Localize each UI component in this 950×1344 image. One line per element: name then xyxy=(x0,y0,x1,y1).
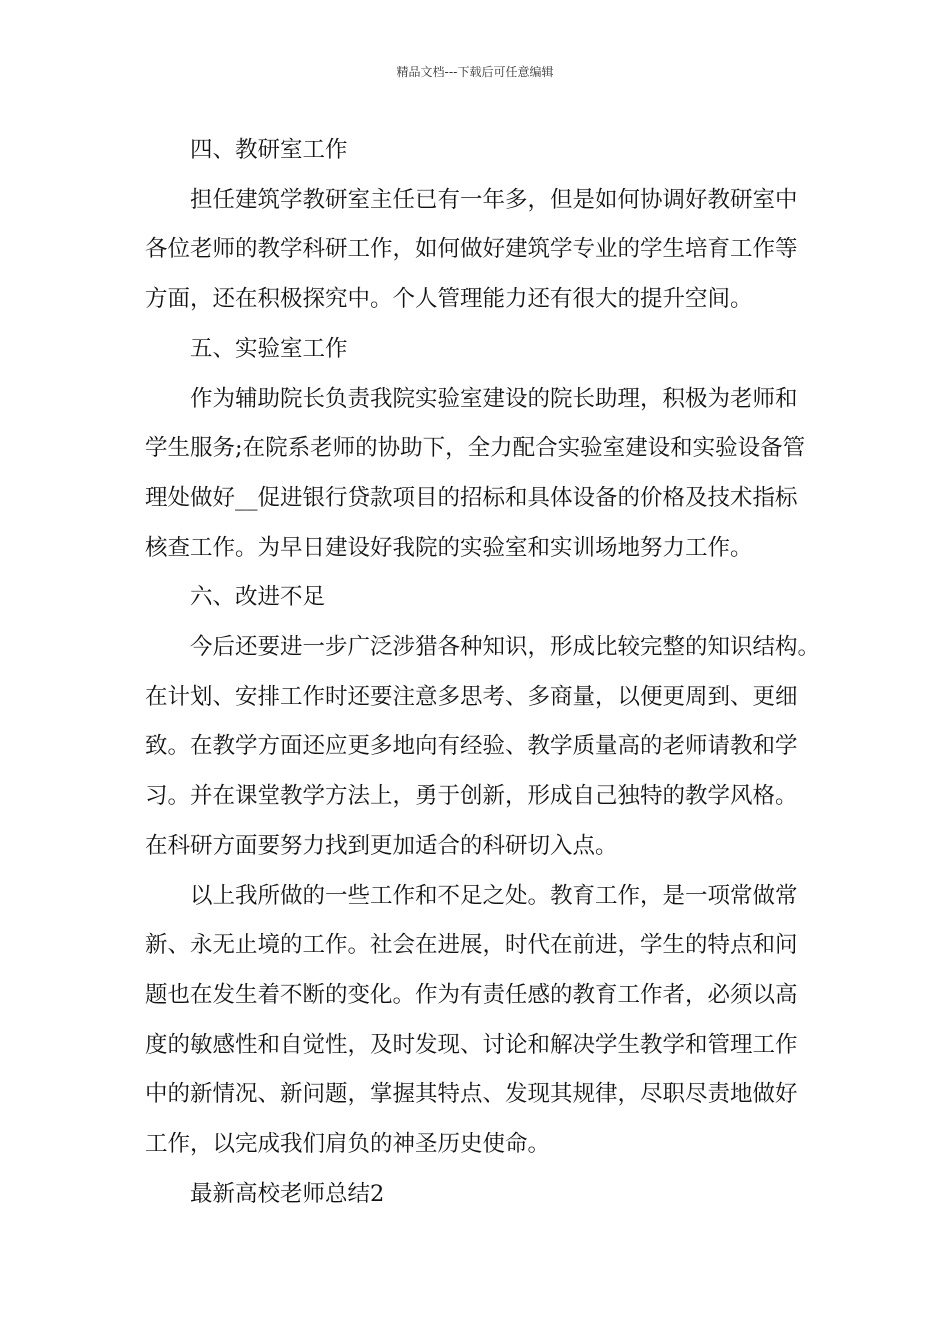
text-line: 五、实验室工作 xyxy=(190,335,348,362)
section-heading-improvement xyxy=(145,573,810,623)
paragraph-conclusion xyxy=(145,872,810,1170)
text-line: 六、改进不足 xyxy=(190,584,326,611)
section-heading-laboratory xyxy=(145,325,810,375)
text-line: 致。在教学方面还应更多地向有经验、教学质量高的老师请教和学 xyxy=(145,733,798,760)
text-line: 担任建筑学教研室主任已有一年多，但是如何协调好教研室中 xyxy=(190,186,798,213)
text-line: 学生服务;在院系老师的协助下，全力配合实验室建设和实验设备管 xyxy=(145,435,806,462)
text-line: 作为辅助院长负责我院实验室建设的院长助理，积极为老师和 xyxy=(190,385,798,412)
text-line: 以上我所做的一些工作和不足之处。教育工作，是一项常做常 xyxy=(190,882,798,909)
section-heading-summary-2 xyxy=(145,1170,810,1220)
text-line: 工作，以完成我们肩负的神圣历史使命。 xyxy=(145,1131,551,1158)
document-body xyxy=(145,126,821,1219)
text-line: 度的敏感性和自觉性，及时发现、讨论和解决学生教学和管理工作 xyxy=(145,1031,798,1058)
text-line: 各位老师的教学科研工作，如何做好建筑学专业的学生培育工作等 xyxy=(145,236,798,263)
paragraph-laboratory xyxy=(145,375,810,574)
text-line: 最新高校老师总结2 xyxy=(190,1180,385,1207)
text-line: 在科研方面要努力找到更加适合的科研切入点。 xyxy=(145,832,618,859)
text-line: 核查工作。为早日建设好我院的实验室和实训场地努力工作。 xyxy=(145,534,753,561)
paragraph-teaching-research xyxy=(145,176,810,325)
text-line: 在计划、安排工作时还要注意多思考、多商量，以便更周到、更细 xyxy=(145,683,798,710)
text-line: 习。并在课堂教学方法上，勇于创新，形成自己独特的教学风格。 xyxy=(145,783,798,810)
section-heading-teaching-research xyxy=(145,126,810,176)
text-line: 今后还要进一步广泛涉猎各种知识，形成比较完整的知识结构。 xyxy=(190,634,821,661)
page-header: 精品文档---下载后可任意编辑 xyxy=(396,65,554,79)
text-line: 四、教研室工作 xyxy=(190,137,348,163)
paragraph-improvement xyxy=(145,623,821,872)
text-line: 题也在发生着不断的变化。作为有责任感的教育工作者，必须以高 xyxy=(145,981,798,1008)
text-line: 中的新情况、新问题，掌握其特点、发现其规律，尽职尽责地做好 xyxy=(145,1081,798,1108)
text-line: 新、永无止境的工作。社会在进展，时代在前进，学生的特点和问 xyxy=(145,932,798,959)
text-line: 理处做好__促进银行贷款项目的招标和具体设备的价格及技术指标 xyxy=(145,484,798,511)
text-line: 方面，还在积极探究中。个人管理能力还有很大的提升空间。 xyxy=(145,286,753,313)
